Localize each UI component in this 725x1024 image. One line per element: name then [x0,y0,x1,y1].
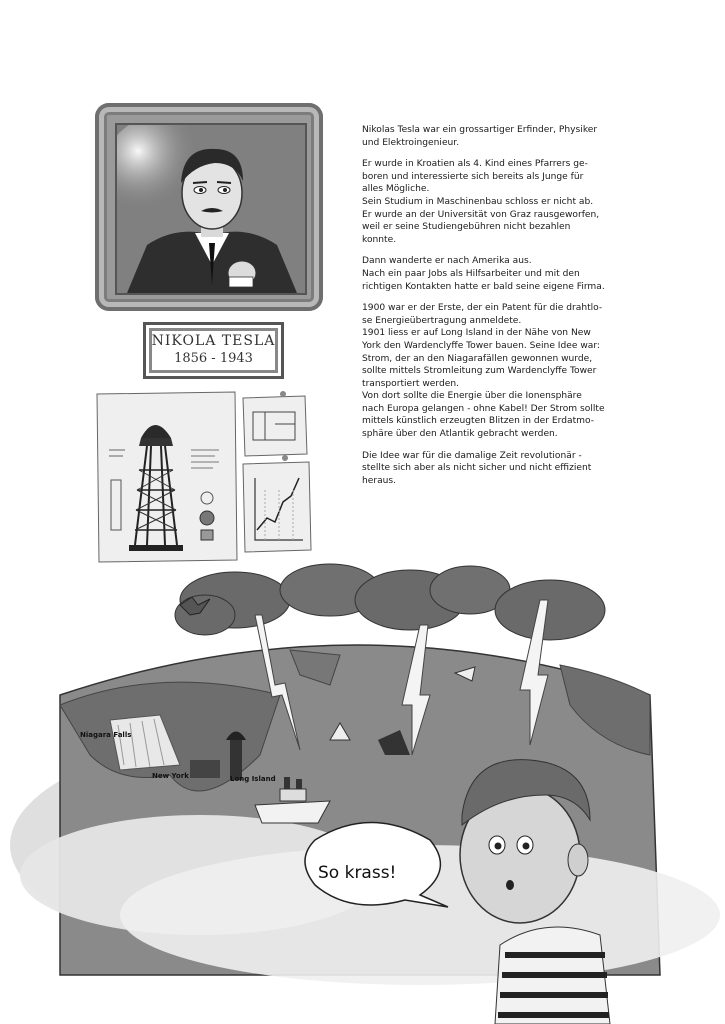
circuit-sketch-icon [243,391,307,456]
paragraph-intro: Nikolas Tesla war ein grossartiger Erfinder, Physiker und Elektroingenieur. [362,125,598,148]
paragraph-patent: 1900 war er der Erste, der ein Patent für die drahtlo- se Energieübertragung anmeldete. 1901 liess er auf Long Island in der Nähe von New York den Wardenclyffe Tower bauen. Seine Idee war: Strom, der an den Niagarafällen gewonnen wurde, sollte mittels Stromleitung zum Wardenclyffe Tower transportiert werden. Von dort sollte die Energie über die Ionensphäre nach Europa gelangen - ohne Kabel! Der Strom sollte mittels künstlich erzeugten Blitzen in der Erdatmo- sphäre über den Atlantik gebracht werden. [362,303,605,440]
tower-blueprint-icon [97,392,237,562]
map-label-niagara: Niagara Falls [80,731,132,739]
tesla-portrait-icon [115,123,307,295]
paragraph-america: Dann wanderte er nach Amerika aus. Nach ein paar Jobs als Hilfsarbeiter und mit den richtigen Kontakten hatte er bald seine eigene Firma. [362,256,605,292]
graph-sketch-icon [243,455,311,552]
blueprint-sketches-icon [95,390,320,565]
paragraph-childhood: Er wurde in Kroatien als 4. Kind eines Pfarrers ge- boren und interessierte sich bereits als Junge für alles Mögliche. Sein Studium in Maschinenbau schloss er nicht ab. Er wurde an der Universität von Graz rausgeworfen, weil er seine Studiengebühren nicht bezahlen konnte. [362,159,600,245]
plaque-name: NIKOLA TESLA [151,333,276,349]
map-label-long-island: Long Island [230,775,276,783]
name-plaque [143,322,284,379]
portrait-frame [95,103,323,311]
biography-text [362,124,632,496]
speech-bubble-text: So krass! [318,863,397,883]
globe-scene-icon [0,555,725,1024]
paragraph-conclusion: Die Idee war für die damalige Zeit revolutionär - stellte sich aber als nicht sicher und nicht effizient heraus. [362,450,592,486]
plaque-years: 1856 - 1943 [174,351,253,366]
map-label-new-york: New York [152,772,189,780]
